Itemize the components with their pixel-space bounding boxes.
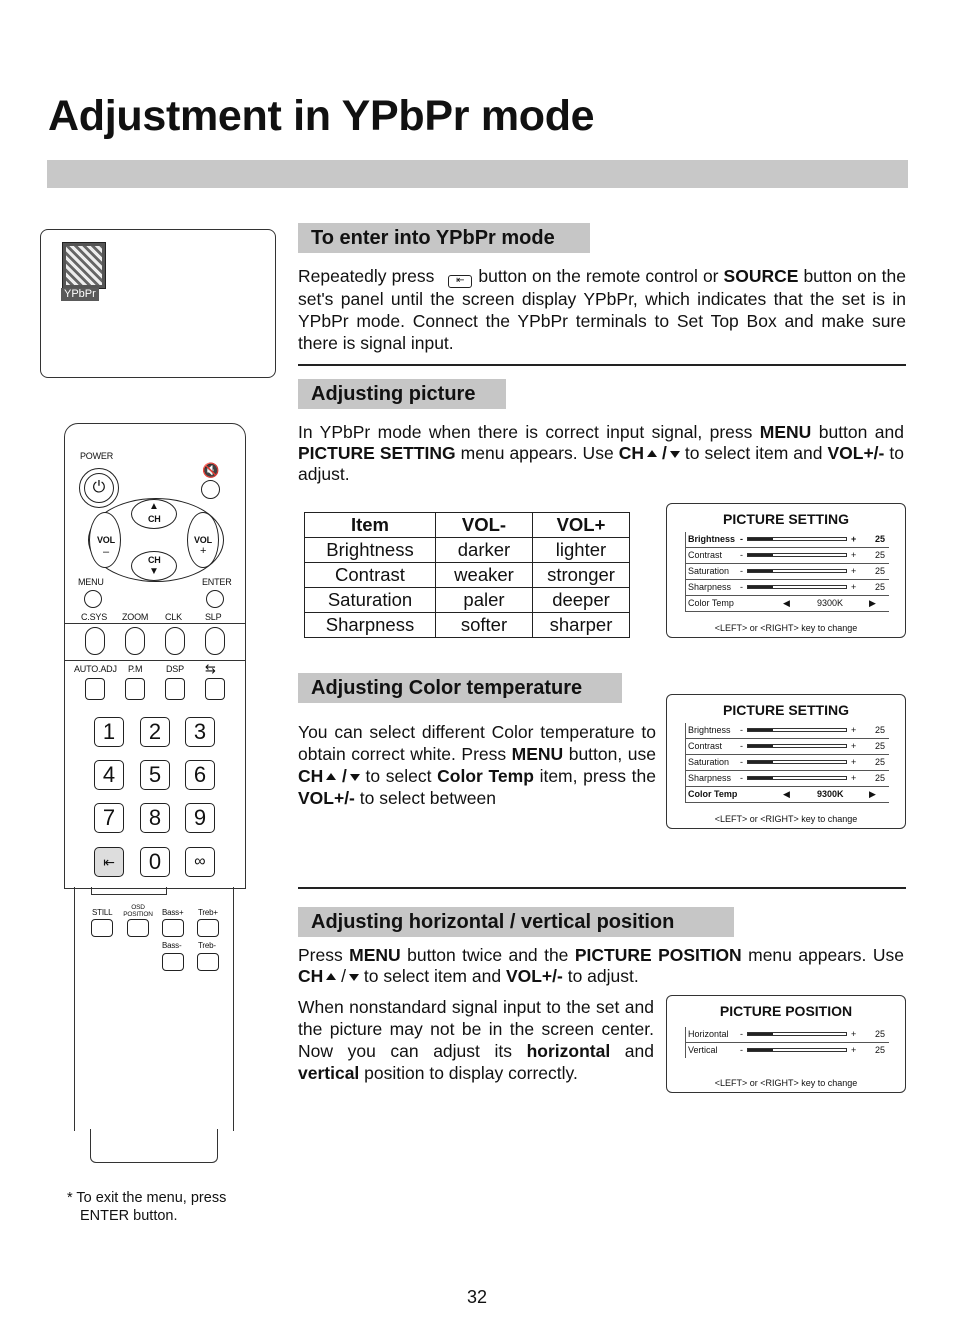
slp-button[interactable]: [205, 627, 225, 655]
enter-paragraph: [298, 265, 906, 354]
remote-divider: [65, 623, 245, 624]
position-bold-vol: VOL+/-: [505, 966, 563, 986]
osd-row-color-temp: [685, 596, 889, 612]
osd-level-bar: [747, 553, 847, 557]
osd-hint: <LEFT> or <RIGHT> key to change: [714, 623, 858, 633]
picture-text-3: menu appears. Use: [460, 443, 614, 463]
zoom-button[interactable]: [125, 627, 145, 655]
osd-row-saturation: [685, 564, 889, 580]
picture-bold-menu: MENU: [759, 422, 812, 442]
enter-text-1: Repeatedly press: [298, 266, 435, 286]
position-text-1: Press: [298, 945, 343, 965]
osd-minus: -: [740, 757, 743, 767]
color-bold-menu: MENU: [511, 744, 564, 764]
title-divider-bar: [47, 160, 908, 188]
osd-row-horizontal: [685, 1027, 889, 1043]
osd-plus: +: [851, 1029, 857, 1039]
digit-6-button[interactable]: 6: [185, 760, 215, 790]
table-cell: Brightness: [305, 538, 436, 563]
position-text-4: /: [341, 966, 347, 986]
ch-down-button[interactable]: [131, 551, 177, 581]
picture-text-4: to select item and: [684, 443, 823, 463]
bass-minus-label: Bass-: [162, 941, 182, 950]
autoadj-label: AUTO.ADJ: [74, 664, 117, 674]
osd-row-label: Sharpness: [688, 582, 732, 592]
osd-row-brightness: [685, 723, 889, 739]
source-icon: ⇤: [103, 854, 115, 870]
zoom-label: ZOOM: [122, 612, 149, 622]
osd-row-contrast: [685, 739, 889, 755]
osd-plus: +: [851, 741, 857, 751]
still-button[interactable]: [91, 919, 113, 937]
table-cell: lighter: [533, 538, 630, 563]
autoadj-button[interactable]: [85, 678, 105, 700]
digit-8-button[interactable]: 8: [140, 803, 170, 833]
osd-row-value: 25: [874, 1029, 885, 1039]
osd-level-bar: [747, 537, 847, 541]
pm-label: P.M: [128, 664, 143, 674]
osd-row-vertical: [685, 1043, 889, 1058]
color-text-4: item, press the: [539, 766, 656, 786]
osd-minus: -: [740, 773, 743, 783]
treb-plus-button[interactable]: [197, 919, 219, 937]
picture-text-5: to adjust.: [298, 443, 904, 484]
table-row: [305, 613, 630, 638]
osd-row-label: Brightness: [688, 534, 736, 544]
osd-rows: [685, 1027, 889, 1058]
enter-button[interactable]: [206, 590, 224, 608]
page-title: Adjustment in YPbPr mode: [48, 92, 595, 140]
osd-minus: -: [740, 725, 743, 735]
adjustment-table: [304, 512, 630, 638]
osd-row-label: Vertical: [688, 1045, 718, 1055]
osd-color-temp-value: 9300K: [817, 789, 844, 799]
color-paragraph: [298, 721, 656, 809]
remote-battery-end: [90, 1129, 218, 1163]
picture-text-1: In YPbPr mode when there is correct input signal, press: [298, 422, 753, 442]
color-text-3: to select: [365, 766, 432, 786]
osd-plus: +: [851, 534, 857, 544]
remote-divider: [65, 660, 245, 661]
position-p2-text-2: and: [624, 1041, 654, 1061]
osd-title: PICTURE SETTING: [722, 702, 849, 718]
ch-down-icon: [350, 774, 360, 781]
osd-row-value: 25: [874, 534, 885, 544]
clk-label: CLK: [165, 612, 182, 622]
plus-icon: +: [200, 545, 207, 557]
osd-level-bar: [747, 569, 847, 573]
osd-plus: +: [851, 582, 857, 592]
arrow-right-icon: ▶: [869, 789, 876, 799]
section-heading-position: Adjusting horizontal / vertical position: [298, 907, 734, 937]
mute-button[interactable]: [201, 480, 220, 499]
color-text-1: You can select different Color temperature to obtain correct white. Press: [298, 722, 656, 764]
footnote-line: * To exit the menu, press: [67, 1190, 227, 1206]
osd-minus: -: [740, 550, 743, 560]
position-bold-ch: CH: [298, 966, 324, 986]
ch-down-icon: ▼: [149, 566, 159, 577]
osd-title: PICTURE SETTING: [722, 511, 849, 527]
ch-up-button[interactable]: [131, 499, 177, 529]
color-text-2: button, use: [568, 744, 656, 764]
osd-rows: [685, 723, 889, 803]
ch-up-icon: [647, 450, 657, 457]
bass-minus-button[interactable]: [162, 953, 184, 971]
osd-level-bar: [747, 760, 847, 764]
recall-icon: ∞: [194, 853, 206, 870]
mute-icon: 🔇: [202, 462, 220, 478]
position-text-6: to adjust.: [567, 966, 639, 986]
ch-up-icon: [326, 773, 336, 780]
swap-button[interactable]: [205, 678, 225, 700]
position-p2-text-3: position to display correctly.: [364, 1063, 578, 1083]
ch-down-icon: [670, 451, 680, 458]
osd-plus: +: [851, 725, 857, 735]
arrow-right-icon: ▶: [869, 598, 876, 608]
section-heading-picture: Adjusting picture: [298, 379, 506, 409]
osd-level-bar: [747, 744, 847, 748]
position-text-2: button twice and the: [407, 945, 569, 965]
ch-down-label: CH: [148, 555, 161, 565]
position-p2-text-1: When nonstandard signal input to the set and the picture may not be in the screen center. Now you can adjust its: [298, 997, 654, 1061]
enter-text-3: button on the set's panel until the screen display YPbPr, which indicates that the set is in YPbPr mode. Connect the YPbPr terminals to Set Top Box and make sure there is signal input.: [298, 266, 906, 353]
vol-up-button[interactable]: [187, 512, 219, 568]
dsp-label: DSP: [166, 664, 184, 674]
osd-row-value: 25: [874, 757, 885, 767]
menu-label: MENU: [78, 577, 104, 587]
osd-row-value: 25: [874, 1045, 885, 1055]
table-cell: paler: [436, 588, 533, 613]
table-cell: weaker: [436, 563, 533, 588]
digit-2-button[interactable]: 2: [140, 717, 170, 747]
table-cell: deeper: [533, 588, 630, 613]
treb-minus-label: Treb-: [198, 941, 216, 950]
dsp-button[interactable]: [165, 678, 185, 700]
footnote-line: ENTER button.: [80, 1208, 178, 1224]
table-header: VOL+: [533, 513, 630, 538]
picture-paragraph: [298, 422, 904, 485]
csys-button[interactable]: [85, 627, 105, 655]
table-cell: stronger: [533, 563, 630, 588]
color-bold-ch: CH: [298, 766, 324, 786]
section-heading-enter: To enter into YPbPr mode: [298, 223, 590, 253]
remote-slide-edge: [91, 887, 167, 895]
osd-row-label: Brightness: [688, 725, 731, 735]
position-bold-vertical: vertical: [298, 1063, 360, 1083]
picture-bold-vol: VOL+/-: [827, 443, 885, 463]
osd-title: PICTURE POSITION: [719, 1003, 853, 1019]
osd-row-value: 25: [874, 566, 885, 576]
position-bold-picture-position: PICTURE POSITION: [574, 945, 742, 965]
color-bold-slash: /: [341, 766, 347, 786]
osd-row-label: Horizontal: [688, 1029, 729, 1039]
osd-row-value: 25: [874, 582, 885, 592]
osd-row-label: Color Temp: [688, 789, 738, 799]
osd-row-value: 25: [874, 550, 885, 560]
bass-plus-button[interactable]: [162, 919, 184, 937]
table-cell: Contrast: [305, 563, 436, 588]
osd-minus: -: [740, 582, 743, 592]
remote-lower-body: [74, 887, 234, 1131]
ypbpr-source-icon: [62, 242, 106, 289]
recall-button[interactable]: [185, 847, 215, 877]
position-paragraph-2: [298, 996, 654, 1084]
table-header: Item: [305, 513, 436, 538]
section-divider: [298, 887, 906, 889]
power-label: POWER: [80, 451, 114, 461]
vol-down-label: VOL: [97, 535, 115, 545]
osd-plus: +: [851, 566, 857, 576]
power-icon: ⏻: [84, 473, 114, 503]
enter-text-2: button on the remote control or: [478, 266, 719, 286]
osd-color-temp-value: 9300K: [817, 598, 844, 608]
osd-row-value: 25: [874, 741, 885, 751]
osd-row-value: 25: [874, 773, 885, 783]
picture-bold-ch: CH: [618, 443, 644, 463]
osd-picture-setting-2: [666, 694, 906, 829]
table-cell: Sharpness: [305, 613, 436, 638]
osd-level-bar: [747, 1032, 847, 1036]
remote-control: [64, 423, 246, 889]
position-text-3: menu appears. Use: [748, 945, 904, 965]
color-text-5: to select between: [359, 788, 496, 808]
menu-button[interactable]: [84, 590, 102, 608]
table-cell: darker: [436, 538, 533, 563]
picture-text-2: button and: [818, 422, 904, 442]
osd-hint: <LEFT> or <RIGHT> key to change: [714, 1078, 858, 1088]
osd-position-button[interactable]: [127, 919, 149, 937]
osd-row-label: Contrast: [688, 741, 723, 751]
treb-plus-label: Treb+: [198, 908, 218, 917]
source-button[interactable]: [94, 847, 124, 877]
osd-plus: +: [851, 550, 857, 560]
position-text-5: to select item and: [363, 966, 502, 986]
power-button[interactable]: [79, 468, 119, 508]
ch-up-label: CH: [148, 514, 161, 524]
minus-icon: –: [103, 546, 109, 558]
osd-row-value: 25: [874, 725, 885, 735]
vol-down-button[interactable]: [89, 512, 121, 568]
position-bold-horizontal: horizontal: [526, 1041, 611, 1061]
color-bold-color-temp: Color Temp: [437, 766, 534, 786]
osd-plus: +: [851, 1045, 857, 1055]
treb-minus-button[interactable]: [197, 953, 219, 971]
osd-minus: -: [740, 1045, 743, 1055]
osd-plus: +: [851, 773, 857, 783]
digit-1-button[interactable]: 1: [94, 717, 124, 747]
digit-5-button[interactable]: 5: [140, 760, 170, 790]
osd-row-sharpness: [685, 580, 889, 596]
osd-minus: -: [740, 566, 743, 576]
osd-row-label: Saturation: [688, 566, 730, 576]
csys-label: C.SYS: [81, 612, 108, 622]
position-bold-menu: MENU: [349, 945, 401, 965]
table-header: VOL-: [436, 513, 533, 538]
osd-row-label: Contrast: [688, 550, 723, 560]
osd-hint: <LEFT> or <RIGHT> key to change: [714, 814, 858, 824]
osd-level-bar: [747, 776, 847, 780]
osd-row-saturation: [685, 755, 889, 771]
table-cell: Saturation: [305, 588, 436, 613]
osd-row-label: Sharpness: [688, 773, 732, 783]
osd-row-label: Saturation: [688, 757, 730, 767]
osd-minus: -: [740, 741, 743, 751]
table-row: [305, 588, 630, 613]
osd-row-contrast: [685, 548, 889, 564]
osd-plus: +: [851, 757, 857, 767]
osd-level-bar: [747, 585, 847, 589]
osd-picture-setting-1: [666, 503, 906, 638]
picture-bold-slash: /: [662, 443, 667, 463]
osd-level-bar: [747, 728, 847, 732]
osd-level-bar: [747, 1048, 847, 1052]
clk-button[interactable]: [165, 627, 185, 655]
ch-up-icon: [326, 973, 336, 980]
position-paragraph-1: [298, 945, 904, 987]
pm-button[interactable]: [125, 678, 145, 700]
section-divider: [298, 364, 906, 366]
digit-9-button[interactable]: 9: [185, 803, 215, 833]
arrow-left-icon: ◀: [783, 789, 790, 799]
osd-row-brightness: [685, 532, 889, 548]
arrow-left-icon: ◀: [783, 598, 790, 608]
osd-row-label: Color Temp: [688, 598, 734, 608]
osd-position-label: OSD POSITION: [123, 904, 153, 918]
enter-bold-source: SOURCE: [723, 266, 799, 286]
osd-rows: [685, 532, 889, 612]
ch-down-icon: [349, 974, 359, 981]
osd-row-sharpness: [685, 771, 889, 787]
footnote: [67, 1189, 226, 1225]
digit-7-button[interactable]: 7: [94, 803, 124, 833]
section-heading-color: Adjusting Color temperature: [298, 673, 622, 703]
osd-minus: -: [740, 1029, 743, 1039]
table-cell: sharper: [533, 613, 630, 638]
ch-up-icon: ▲: [149, 501, 159, 512]
bass-plus-label: Bass+: [162, 908, 184, 917]
slp-label: SLP: [205, 612, 222, 622]
screen-source-label: YPbPr: [61, 288, 99, 301]
digit-3-button[interactable]: 3: [185, 717, 215, 747]
table-row: [305, 563, 630, 588]
table-cell: softer: [436, 613, 533, 638]
enter-label: ENTER: [202, 577, 232, 587]
source-button-icon: ⇤: [448, 275, 472, 288]
digit-4-button[interactable]: 4: [94, 760, 124, 790]
still-label: STILL: [92, 908, 113, 917]
page-number: 32: [466, 1287, 488, 1307]
osd-row-color-temp: [685, 787, 889, 803]
osd-picture-position: [666, 995, 906, 1093]
picture-bold-setting: PICTURE SETTING: [298, 443, 456, 463]
table-row: [305, 538, 630, 563]
digit-0-button[interactable]: 0: [140, 847, 170, 877]
table-header-row: [305, 513, 630, 538]
vol-up-label: VOL: [194, 535, 212, 545]
swap-icon: ⇆: [205, 661, 216, 676]
color-bold-vol: VOL+/-: [298, 788, 355, 808]
osd-minus: -: [740, 534, 743, 544]
